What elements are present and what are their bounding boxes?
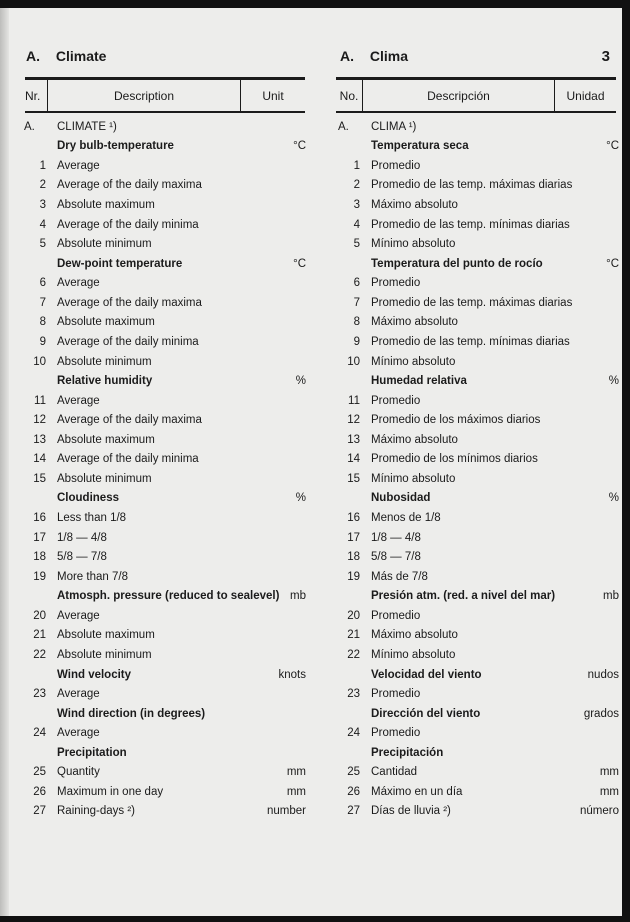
- row-number: 3: [353, 199, 360, 212]
- section-name: Climate: [55, 48, 107, 64]
- table-row: [24, 430, 306, 450]
- row-number: 1: [39, 159, 46, 172]
- row-description: Promedio de las temp. mínimas diarias: [371, 218, 570, 231]
- header-unit: Unit: [240, 80, 305, 111]
- row-description: Average: [57, 609, 100, 622]
- row-description: 1/8 — 4/8: [371, 531, 421, 544]
- row-description: Promedio de los máximos diarios: [371, 414, 541, 427]
- row-unit: mm: [599, 785, 619, 798]
- row-description: Temperatura del punto de rocío: [371, 257, 543, 270]
- row-number: 17: [347, 531, 360, 544]
- row-description: Dirección del viento: [371, 707, 481, 720]
- table-row: [24, 117, 306, 137]
- row-unit: grados: [583, 707, 619, 720]
- row-description: Promedio de las temp. máximas diarias: [371, 296, 573, 309]
- table-row: [338, 782, 619, 802]
- table-row: [24, 293, 306, 313]
- section-name: Clima: [369, 48, 409, 64]
- table-row: [24, 391, 306, 411]
- right-table-header: [336, 77, 616, 113]
- row-description: Promedio: [371, 159, 421, 172]
- table-row: [338, 215, 619, 235]
- row-unit: number: [267, 805, 306, 818]
- table-row: [338, 410, 619, 430]
- row-description: Mínimo absoluto: [371, 648, 456, 661]
- row-unit: knots: [278, 668, 306, 681]
- table-row: [24, 195, 306, 215]
- table-row: [338, 293, 619, 313]
- row-number: 20: [33, 609, 46, 622]
- table-row: [24, 508, 306, 528]
- row-description: Average: [57, 159, 100, 172]
- row-number: 22: [33, 648, 46, 661]
- row-number: 16: [33, 512, 46, 525]
- table-row: [24, 626, 306, 646]
- document-page: [0, 8, 622, 916]
- row-number: 15: [33, 472, 46, 485]
- row-unit: %: [608, 375, 619, 388]
- row-description: Presión atm. (red. a nivel del mar): [371, 590, 556, 603]
- row-number: 20: [347, 609, 360, 622]
- table-row: [338, 528, 619, 548]
- row-description: Dry bulb-temperature: [57, 140, 174, 153]
- row-description: Máximo absoluto: [371, 199, 458, 212]
- table-row: [24, 763, 306, 783]
- row-description: Humedad relativa: [371, 375, 467, 388]
- row-description: Promedio: [371, 609, 421, 622]
- header-description: Description: [47, 80, 240, 111]
- row-description: Promedio: [371, 688, 421, 701]
- table-row: [24, 528, 306, 548]
- table-row: [338, 489, 619, 509]
- row-description: CLIMATE ¹): [57, 120, 117, 133]
- table-row: [338, 352, 619, 372]
- table-row: [24, 665, 306, 685]
- row-unit: °C: [293, 257, 306, 270]
- row-description: Precipitación: [371, 746, 444, 759]
- row-number: 19: [347, 570, 360, 583]
- row-description: 5/8 — 7/8: [57, 551, 107, 564]
- row-description: Absolute minimum: [57, 355, 152, 368]
- row-number: 19: [33, 570, 46, 583]
- row-number: 11: [34, 394, 46, 407]
- row-description: Promedio de las temp. mínimas diarias: [371, 335, 570, 348]
- table-row: [24, 489, 306, 509]
- row-description: Absolute minimum: [57, 472, 152, 485]
- row-number: 24: [33, 727, 46, 740]
- row-unit: mm: [599, 766, 619, 779]
- row-number: 27: [33, 805, 46, 818]
- table-row: [24, 156, 306, 176]
- left-table-header: [25, 77, 305, 113]
- row-number: 10: [33, 355, 46, 368]
- header-nr: No.: [339, 88, 359, 103]
- row-unit: mb: [290, 590, 306, 603]
- table-row: [24, 176, 306, 196]
- row-description: Días de lluvia ²): [371, 805, 451, 818]
- row-description: CLIMA ¹): [371, 120, 417, 133]
- row-number: 2: [39, 179, 46, 192]
- row-number: 18: [33, 551, 46, 564]
- row-description: Raining-days ²): [57, 805, 135, 818]
- table-row: [24, 352, 306, 372]
- row-number: 2: [353, 179, 360, 192]
- table-row: [24, 547, 306, 567]
- row-description: Máximo absoluto: [371, 629, 458, 642]
- row-number: 12: [347, 414, 360, 427]
- table-row: [338, 430, 619, 450]
- row-description: Mínimo absoluto: [371, 472, 456, 485]
- row-description: Promedio: [371, 727, 421, 740]
- row-unit: número: [580, 805, 619, 818]
- header-description: Descripción: [362, 80, 554, 111]
- table-row: [338, 450, 619, 470]
- table-row: [24, 332, 306, 352]
- row-number: A.: [338, 120, 349, 133]
- row-number: 10: [347, 355, 360, 368]
- row-number: 26: [347, 785, 360, 798]
- row-description: Promedio: [371, 394, 421, 407]
- row-unit: °C: [606, 257, 619, 270]
- row-description: Más de 7/8: [371, 570, 428, 583]
- row-unit: mm: [286, 785, 306, 798]
- row-description: Promedio de los mínimos diarios: [371, 453, 538, 466]
- table-row: [24, 723, 306, 743]
- right-column: [338, 117, 619, 821]
- row-number: 17: [33, 531, 46, 544]
- row-description: Absolute minimum: [57, 648, 152, 661]
- table-row: [24, 215, 306, 235]
- table-row: [338, 508, 619, 528]
- book-spine: [0, 8, 9, 916]
- row-number: 13: [33, 433, 46, 446]
- row-description: Wind velocity: [57, 668, 132, 681]
- row-number: 25: [33, 766, 46, 779]
- table-row: [338, 156, 619, 176]
- row-description: Less than 1/8: [57, 512, 127, 525]
- row-unit: mm: [286, 766, 306, 779]
- table-row: [338, 704, 619, 724]
- table-row: [338, 176, 619, 196]
- row-number: 27: [347, 805, 360, 818]
- table-row: [24, 782, 306, 802]
- row-number: 11: [348, 394, 360, 407]
- row-number: 5: [353, 238, 360, 251]
- table-row: [24, 704, 306, 724]
- row-number: 25: [347, 766, 360, 779]
- row-number: 14: [347, 453, 360, 466]
- row-description: Average: [57, 277, 100, 290]
- row-number: 6: [353, 277, 360, 290]
- row-number: 21: [347, 629, 360, 642]
- table-row: [338, 626, 619, 646]
- table-row: [338, 665, 619, 685]
- header-nr: Nr.: [25, 88, 41, 103]
- row-description: Velocidad del viento: [371, 668, 482, 681]
- table-row: [338, 274, 619, 294]
- row-number: 7: [353, 296, 360, 309]
- row-number: 14: [33, 453, 46, 466]
- row-description: Average of the daily maxima: [57, 414, 202, 427]
- row-number: 16: [347, 512, 360, 525]
- table-row: [24, 802, 306, 822]
- table-row: [338, 313, 619, 333]
- row-number: 15: [347, 472, 360, 485]
- row-description: Mínimo absoluto: [371, 355, 456, 368]
- table-row: [338, 587, 619, 607]
- table-row: [338, 684, 619, 704]
- row-number: 24: [347, 727, 360, 740]
- table-row: [338, 234, 619, 254]
- table-row: [338, 371, 619, 391]
- row-unit: mb: [603, 590, 619, 603]
- table-row: [24, 274, 306, 294]
- table-row: [24, 313, 306, 333]
- table-row: [338, 763, 619, 783]
- row-description: Average of the daily minima: [57, 453, 199, 466]
- section-letter: A.: [340, 48, 354, 64]
- row-description: Dew-point temperature: [57, 257, 183, 270]
- row-number: 9: [353, 335, 360, 348]
- row-description: Relative humidity: [57, 375, 153, 388]
- row-unit: °C: [293, 140, 306, 153]
- row-description: Máximo en un día: [371, 785, 463, 798]
- row-description: Nubosidad: [371, 492, 431, 505]
- row-number: 26: [33, 785, 46, 798]
- table-row: [338, 567, 619, 587]
- table-row: [24, 450, 306, 470]
- table-row: [338, 645, 619, 665]
- right-section-title: [340, 48, 408, 64]
- table-row: [24, 743, 306, 763]
- row-unit: %: [295, 375, 306, 388]
- row-description: Average: [57, 394, 100, 407]
- row-description: Máximo absoluto: [371, 316, 458, 329]
- table-row: [24, 234, 306, 254]
- row-description: Temperatura seca: [371, 140, 469, 153]
- row-description: Cloudiness: [57, 492, 119, 505]
- row-description: Absolute maximum: [57, 199, 155, 212]
- table-row: [338, 332, 619, 352]
- row-description: 5/8 — 7/8: [371, 551, 421, 564]
- row-description: Average of the daily minima: [57, 218, 199, 231]
- row-number: 13: [347, 433, 360, 446]
- row-number: 9: [39, 335, 46, 348]
- row-description: Wind direction (in degrees): [57, 707, 206, 720]
- table-row: [24, 410, 306, 430]
- table-row: [24, 371, 306, 391]
- row-description: Average of the daily minima: [57, 335, 199, 348]
- row-description: 1/8 — 4/8: [57, 531, 107, 544]
- table-row: [338, 195, 619, 215]
- left-column: [24, 117, 306, 821]
- row-unit: %: [295, 492, 306, 505]
- row-description: Average of the daily maxima: [57, 296, 202, 309]
- row-description: Absolute maximum: [57, 629, 155, 642]
- table-row: [24, 684, 306, 704]
- row-unit: %: [608, 492, 619, 505]
- table-row: [24, 567, 306, 587]
- row-description: Precipitation: [57, 746, 127, 759]
- header-unit: Unidad: [554, 80, 616, 111]
- table-row: [24, 254, 306, 274]
- table-row: [24, 469, 306, 489]
- row-description: Quantity: [57, 766, 100, 779]
- table-row: [24, 645, 306, 665]
- row-description: Mínimo absoluto: [371, 238, 456, 251]
- row-description: Maximum in one day: [57, 785, 164, 798]
- row-number: 23: [33, 688, 46, 701]
- table-row: [338, 606, 619, 626]
- table-row: [24, 137, 306, 157]
- table-row: [24, 606, 306, 626]
- row-description: Absolute minimum: [57, 238, 152, 251]
- row-description: Absolute maximum: [57, 433, 155, 446]
- row-number: 4: [353, 218, 360, 231]
- row-unit: nudos: [587, 668, 619, 681]
- row-description: Absolute maximum: [57, 316, 155, 329]
- table-row: [338, 547, 619, 567]
- table-row: [338, 723, 619, 743]
- table-row: [24, 587, 306, 607]
- row-unit: °C: [606, 140, 619, 153]
- table-row: [338, 254, 619, 274]
- row-number: 3: [39, 199, 46, 212]
- row-number: 21: [33, 629, 46, 642]
- row-number: 8: [353, 316, 360, 329]
- row-number: 6: [39, 277, 46, 290]
- row-number: 8: [39, 316, 46, 329]
- row-description: Cantidad: [371, 766, 418, 779]
- row-number: 4: [39, 218, 46, 231]
- row-description: Atmosph. pressure (reduced to sealevel): [57, 590, 280, 603]
- row-number: 7: [39, 296, 46, 309]
- row-description: Promedio: [371, 277, 421, 290]
- table-row: [338, 391, 619, 411]
- row-description: Average: [57, 688, 100, 701]
- table-row: [338, 137, 619, 157]
- row-description: Average: [57, 727, 100, 740]
- row-number: 18: [347, 551, 360, 564]
- row-number: 12: [33, 414, 46, 427]
- row-number: A.: [24, 120, 35, 133]
- row-description: Menos de 1/8: [371, 512, 441, 525]
- table-row: [338, 469, 619, 489]
- section-letter: A.: [26, 48, 40, 64]
- row-number: 22: [347, 648, 360, 661]
- left-section-title: [26, 48, 106, 64]
- row-description: Máximo absoluto: [371, 433, 458, 446]
- table-row: [338, 743, 619, 763]
- row-number: 23: [347, 688, 360, 701]
- page-number: 3: [601, 48, 610, 65]
- row-number: 1: [353, 159, 360, 172]
- table-row: [338, 802, 619, 822]
- row-number: 5: [39, 238, 46, 251]
- row-description: Average of the daily maxima: [57, 179, 202, 192]
- table-row: [338, 117, 619, 137]
- row-description: Promedio de las temp. máximas diarias: [371, 179, 573, 192]
- row-description: More than 7/8: [57, 570, 128, 583]
